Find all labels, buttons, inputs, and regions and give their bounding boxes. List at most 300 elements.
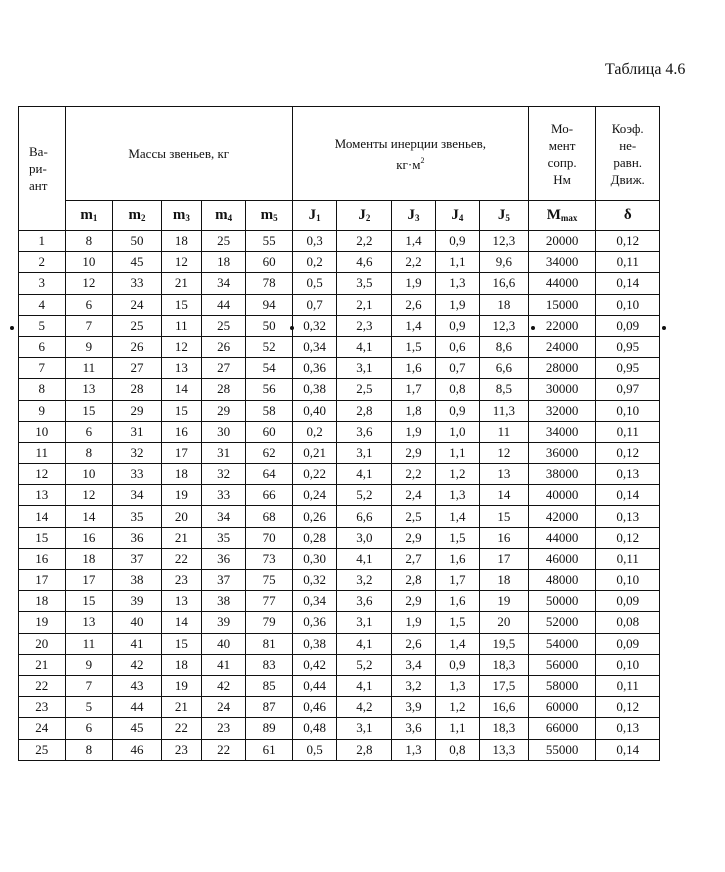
table-row	[19, 379, 660, 400]
cell-j4: 1,0	[435, 421, 479, 442]
cell-m2: 29	[113, 400, 162, 421]
cell-m5: 55	[246, 231, 293, 252]
cell-j5: 8,6	[480, 336, 529, 357]
cell-j4: 0,7	[435, 358, 479, 379]
cell-j4: 1,1	[435, 442, 479, 463]
mmax-header: $M_{max}$	[528, 201, 596, 231]
cell-j2: 2,1	[337, 294, 392, 315]
cell-delta: 0,09	[596, 633, 660, 654]
cell-j3: 1,5	[392, 336, 435, 357]
cell-m5: 85	[246, 675, 293, 696]
cell-j3: 3,2	[392, 675, 435, 696]
cell-m4: 44	[201, 294, 245, 315]
table-row	[19, 231, 660, 252]
cell-j5: 11	[480, 421, 529, 442]
table-row	[19, 548, 660, 569]
cell-delta: 0,09	[596, 591, 660, 612]
cell-variant: 19	[19, 612, 66, 633]
cell-m2: 40	[113, 612, 162, 633]
cell-m3: 21	[161, 273, 201, 294]
cell-j1: 0,32	[292, 315, 336, 336]
cell-m5: 89	[246, 718, 293, 739]
cell-j1: 0,26	[292, 506, 336, 527]
cell-delta: 0,12	[596, 442, 660, 463]
cell-mmax: 54000	[528, 633, 596, 654]
cell-m4: 42	[201, 675, 245, 696]
cell-j5: 16	[480, 527, 529, 548]
cell-m4: 41	[201, 654, 245, 675]
cell-j3: 2,9	[392, 527, 435, 548]
cell-delta: 0,14	[596, 739, 660, 760]
cell-m2: 38	[113, 570, 162, 591]
cell-j4: 1,5	[435, 612, 479, 633]
cell-j4: 0,9	[435, 654, 479, 675]
cell-m2: 45	[113, 252, 162, 273]
cell-j3: 1,4	[392, 231, 435, 252]
cell-m5: 52	[246, 336, 293, 357]
cell-j3: 1,9	[392, 421, 435, 442]
table-row	[19, 485, 660, 506]
cell-m4: 39	[201, 612, 245, 633]
table-row	[19, 336, 660, 357]
table-row	[19, 675, 660, 696]
cell-j2: 4,1	[337, 675, 392, 696]
table-row	[19, 464, 660, 485]
cell-j1: 0,40	[292, 400, 336, 421]
cell-j4: 0,9	[435, 400, 479, 421]
cell-m4: 35	[201, 527, 245, 548]
cell-m2: 33	[113, 464, 162, 485]
cell-m5: 81	[246, 633, 293, 654]
cell-j3: 3,4	[392, 654, 435, 675]
cell-mmax: 38000	[528, 464, 596, 485]
cell-j4: 1,4	[435, 506, 479, 527]
table-row	[19, 273, 660, 294]
cell-delta: 0,10	[596, 570, 660, 591]
cell-j4: 1,1	[435, 252, 479, 273]
cell-m1: 14	[65, 506, 113, 527]
cell-m5: 70	[246, 527, 293, 548]
cell-mmax: 24000	[528, 336, 596, 357]
cell-m3: 13	[161, 591, 201, 612]
table-row	[19, 421, 660, 442]
table-row	[19, 718, 660, 739]
cell-j1: 0,46	[292, 697, 336, 718]
table-row	[19, 633, 660, 654]
cell-j4: 1,3	[435, 675, 479, 696]
cell-m1: 7	[65, 675, 113, 696]
inertia-title: Моменты инерции звеньев,	[334, 135, 487, 151]
cell-variant: 20	[19, 633, 66, 654]
j3-header: $J_3$	[392, 201, 435, 231]
cell-m3: 19	[161, 675, 201, 696]
cell-j5: 13,3	[480, 739, 529, 760]
cell-m2: 33	[113, 273, 162, 294]
cell-j5: 18	[480, 570, 529, 591]
cell-m1: 16	[65, 527, 113, 548]
cell-j1: 0,44	[292, 675, 336, 696]
table-row	[19, 570, 660, 591]
cell-m2: 42	[113, 654, 162, 675]
cell-variant: 14	[19, 506, 66, 527]
inertia-header	[292, 107, 528, 201]
cell-variant: 10	[19, 421, 66, 442]
cell-j5: 17,5	[480, 675, 529, 696]
table-row	[19, 527, 660, 548]
cell-j3: 2,6	[392, 294, 435, 315]
cell-j1: 0,5	[292, 273, 336, 294]
cell-variant: 25	[19, 739, 66, 760]
cell-m3: 15	[161, 294, 201, 315]
cell-j2: 3,5	[337, 273, 392, 294]
cell-j1: 0,48	[292, 718, 336, 739]
cell-variant: 17	[19, 570, 66, 591]
cell-j2: 3,1	[337, 612, 392, 633]
cell-j3: 3,6	[392, 718, 435, 739]
cell-j1: 0,34	[292, 591, 336, 612]
cell-mmax: 20000	[528, 231, 596, 252]
cell-m1: 11	[65, 358, 113, 379]
cell-j3: 1,4	[392, 315, 435, 336]
j5-header: $J_5$	[480, 201, 529, 231]
subheader-row	[19, 201, 660, 231]
cell-j1: 0,38	[292, 379, 336, 400]
cell-delta: 0,14	[596, 485, 660, 506]
cell-mmax: 55000	[528, 739, 596, 760]
cell-m2: 46	[113, 739, 162, 760]
cell-variant: 23	[19, 697, 66, 718]
cell-m4: 26	[201, 336, 245, 357]
cell-mmax: 60000	[528, 697, 596, 718]
cell-mmax: 46000	[528, 548, 596, 569]
cell-m2: 34	[113, 485, 162, 506]
cell-delta: 0,95	[596, 358, 660, 379]
cell-j1: 0,42	[292, 654, 336, 675]
margin-mark-right	[662, 326, 666, 330]
table-row	[19, 358, 660, 379]
cell-m1: 5	[65, 697, 113, 718]
cell-m3: 22	[161, 548, 201, 569]
cell-mmax: 44000	[528, 273, 596, 294]
cell-j2: 2,8	[337, 739, 392, 760]
cell-j2: 4,1	[337, 633, 392, 654]
cell-m3: 21	[161, 697, 201, 718]
cell-j1: 0,36	[292, 612, 336, 633]
cell-j2: 2,2	[337, 231, 392, 252]
cell-m4: 36	[201, 548, 245, 569]
cell-m5: 60	[246, 252, 293, 273]
cell-delta: 0,11	[596, 675, 660, 696]
inertia-unit: кг·м	[396, 156, 421, 172]
cell-m3: 23	[161, 739, 201, 760]
cell-j2: 5,2	[337, 654, 392, 675]
cell-m1: 13	[65, 612, 113, 633]
table-row	[19, 739, 660, 760]
cell-m3: 23	[161, 570, 201, 591]
table-row	[19, 697, 660, 718]
cell-mmax: 34000	[528, 421, 596, 442]
cell-j5: 12	[480, 442, 529, 463]
cell-m5: 54	[246, 358, 293, 379]
cell-m4: 22	[201, 739, 245, 760]
cell-m3: 18	[161, 464, 201, 485]
cell-m2: 32	[113, 442, 162, 463]
cell-delta: 0,12	[596, 231, 660, 252]
cell-m3: 17	[161, 442, 201, 463]
cell-m3: 13	[161, 358, 201, 379]
cell-m1: 7	[65, 315, 113, 336]
cell-variant: 22	[19, 675, 66, 696]
cell-j4: 1,5	[435, 527, 479, 548]
m3-header: $m_3$	[161, 201, 201, 231]
cell-m2: 37	[113, 548, 162, 569]
cell-j1: 0,24	[292, 485, 336, 506]
cell-j3: 1,9	[392, 612, 435, 633]
cell-j4: 1,9	[435, 294, 479, 315]
cell-variant: 7	[19, 358, 66, 379]
cell-j5: 6,6	[480, 358, 529, 379]
cell-m4: 30	[201, 421, 245, 442]
cell-m4: 37	[201, 570, 245, 591]
cell-mmax: 50000	[528, 591, 596, 612]
cell-j5: 9,6	[480, 252, 529, 273]
cell-m4: 25	[201, 315, 245, 336]
cell-variant: 11	[19, 442, 66, 463]
cell-j3: 2,8	[392, 570, 435, 591]
cell-j3: 2,9	[392, 591, 435, 612]
cell-j5: 19,5	[480, 633, 529, 654]
cell-m2: 39	[113, 591, 162, 612]
cell-j5: 8,5	[480, 379, 529, 400]
cell-variant: 15	[19, 527, 66, 548]
header-row	[19, 107, 660, 201]
cell-j1: 0,2	[292, 252, 336, 273]
table-row	[19, 252, 660, 273]
cell-m1: 6	[65, 294, 113, 315]
cell-mmax: 42000	[528, 506, 596, 527]
cell-m1: 10	[65, 252, 113, 273]
cell-m5: 61	[246, 739, 293, 760]
cell-j4: 1,6	[435, 591, 479, 612]
cell-m5: 75	[246, 570, 293, 591]
cell-m3: 21	[161, 527, 201, 548]
cell-m1: 9	[65, 654, 113, 675]
cell-m5: 77	[246, 591, 293, 612]
cell-m5: 73	[246, 548, 293, 569]
cell-mmax: 56000	[528, 654, 596, 675]
cell-j2: 3,0	[337, 527, 392, 548]
cell-m2: 28	[113, 379, 162, 400]
cell-m3: 22	[161, 718, 201, 739]
table-row	[19, 442, 660, 463]
cell-delta: 0,12	[596, 697, 660, 718]
variants-table	[18, 106, 660, 761]
cell-m1: 13	[65, 379, 113, 400]
cell-m2: 50	[113, 231, 162, 252]
cell-j4: 0,6	[435, 336, 479, 357]
cell-j1: 0,28	[292, 527, 336, 548]
cell-mmax: 22000	[528, 315, 596, 336]
cell-j5: 16,6	[480, 697, 529, 718]
cell-m4: 27	[201, 358, 245, 379]
cell-m1: 11	[65, 633, 113, 654]
cell-m5: 64	[246, 464, 293, 485]
cell-m4: 28	[201, 379, 245, 400]
cell-m4: 23	[201, 718, 245, 739]
cell-variant: 1	[19, 231, 66, 252]
cell-j1: 0,21	[292, 442, 336, 463]
cell-variant: 12	[19, 464, 66, 485]
cell-m4: 25	[201, 231, 245, 252]
cell-j4: 0,9	[435, 231, 479, 252]
cell-m2: 36	[113, 527, 162, 548]
cell-j3: 2,2	[392, 464, 435, 485]
table-row	[19, 591, 660, 612]
cell-j2: 2,5	[337, 379, 392, 400]
cell-j5: 18,3	[480, 654, 529, 675]
cell-m3: 18	[161, 654, 201, 675]
table-row	[19, 506, 660, 527]
cell-j5: 18,3	[480, 718, 529, 739]
cell-m4: 38	[201, 591, 245, 612]
cell-variant: 24	[19, 718, 66, 739]
cell-j1: 0,32	[292, 570, 336, 591]
cell-m2: 44	[113, 697, 162, 718]
cell-m1: 8	[65, 442, 113, 463]
cell-variant: 3	[19, 273, 66, 294]
cell-m5: 79	[246, 612, 293, 633]
cell-m4: 40	[201, 633, 245, 654]
margin-mark-mid	[290, 326, 294, 330]
cell-j2: 2,8	[337, 400, 392, 421]
cell-delta: 0,95	[596, 336, 660, 357]
cell-mmax: 44000	[528, 527, 596, 548]
cell-j1: 0,34	[292, 336, 336, 357]
table-row	[19, 612, 660, 633]
cell-j3: 2,6	[392, 633, 435, 654]
cell-m4: 34	[201, 273, 245, 294]
cell-j3: 1,6	[392, 358, 435, 379]
cell-mmax: 15000	[528, 294, 596, 315]
cell-m3: 14	[161, 379, 201, 400]
inertia-unit-exp: 2	[420, 155, 425, 165]
cell-j1: 0,38	[292, 633, 336, 654]
variant-header: Ва- ри- ант	[19, 107, 66, 231]
cell-j3: 1,3	[392, 739, 435, 760]
cell-j2: 4,1	[337, 464, 392, 485]
j1-header: $J_1$	[292, 201, 336, 231]
cell-m3: 18	[161, 231, 201, 252]
cell-j5: 12,3	[480, 231, 529, 252]
cell-m4: 29	[201, 400, 245, 421]
cell-j2: 3,2	[337, 570, 392, 591]
cell-variant: 18	[19, 591, 66, 612]
cell-m5: 68	[246, 506, 293, 527]
table-row	[19, 654, 660, 675]
cell-mmax: 40000	[528, 485, 596, 506]
moment-header: Мо- мент сопр. Нм	[528, 107, 596, 201]
cell-m2: 26	[113, 336, 162, 357]
cell-delta: 0,13	[596, 506, 660, 527]
delta-header: δ	[596, 201, 660, 231]
cell-m1: 15	[65, 591, 113, 612]
cell-m1: 15	[65, 400, 113, 421]
cell-j3: 2,5	[392, 506, 435, 527]
cell-delta: 0,14	[596, 273, 660, 294]
cell-m2: 27	[113, 358, 162, 379]
cell-delta: 0,10	[596, 654, 660, 675]
cell-j4: 1,1	[435, 718, 479, 739]
cell-m5: 83	[246, 654, 293, 675]
cell-j2: 6,6	[337, 506, 392, 527]
cell-m5: 56	[246, 379, 293, 400]
cell-j2: 4,1	[337, 336, 392, 357]
cell-j1: 0,36	[292, 358, 336, 379]
cell-variant: 8	[19, 379, 66, 400]
cell-m4: 24	[201, 697, 245, 718]
cell-m2: 24	[113, 294, 162, 315]
cell-variant: 21	[19, 654, 66, 675]
cell-m1: 8	[65, 739, 113, 760]
cell-j2: 3,6	[337, 591, 392, 612]
cell-j2: 3,1	[337, 718, 392, 739]
cell-m4: 34	[201, 506, 245, 527]
cell-m2: 43	[113, 675, 162, 696]
cell-j1: 0,7	[292, 294, 336, 315]
cell-delta: 0,13	[596, 464, 660, 485]
cell-m1: 6	[65, 421, 113, 442]
masses-header: Массы звеньев, кг	[65, 107, 292, 201]
cell-delta: 0,12	[596, 527, 660, 548]
cell-j2: 4,6	[337, 252, 392, 273]
cell-variant: 9	[19, 400, 66, 421]
cell-mmax: 32000	[528, 400, 596, 421]
cell-mmax: 52000	[528, 612, 596, 633]
cell-m2: 45	[113, 718, 162, 739]
table-row	[19, 315, 660, 336]
cell-j2: 3,1	[337, 442, 392, 463]
cell-m5: 62	[246, 442, 293, 463]
cell-delta: 0,10	[596, 400, 660, 421]
cell-j4: 1,3	[435, 273, 479, 294]
cell-m1: 12	[65, 273, 113, 294]
cell-delta: 0,11	[596, 252, 660, 273]
cell-j5: 15	[480, 506, 529, 527]
cell-mmax: 28000	[528, 358, 596, 379]
m4-header: $m_4$	[201, 201, 245, 231]
cell-m3: 12	[161, 252, 201, 273]
cell-variant: 6	[19, 336, 66, 357]
cell-m5: 50	[246, 315, 293, 336]
cell-m4: 18	[201, 252, 245, 273]
cell-m2: 31	[113, 421, 162, 442]
cell-m2: 25	[113, 315, 162, 336]
cell-m5: 78	[246, 273, 293, 294]
m1-header: $m_1$	[65, 201, 113, 231]
cell-m3: 14	[161, 612, 201, 633]
cell-delta: 0,13	[596, 718, 660, 739]
cell-m3: 19	[161, 485, 201, 506]
table-row	[19, 294, 660, 315]
cell-mmax: 34000	[528, 252, 596, 273]
cell-j2: 3,6	[337, 421, 392, 442]
cell-m4: 32	[201, 464, 245, 485]
cell-j4: 1,3	[435, 485, 479, 506]
cell-j3: 2,7	[392, 548, 435, 569]
cell-variant: 16	[19, 548, 66, 569]
cell-m1: 10	[65, 464, 113, 485]
cell-m1: 12	[65, 485, 113, 506]
